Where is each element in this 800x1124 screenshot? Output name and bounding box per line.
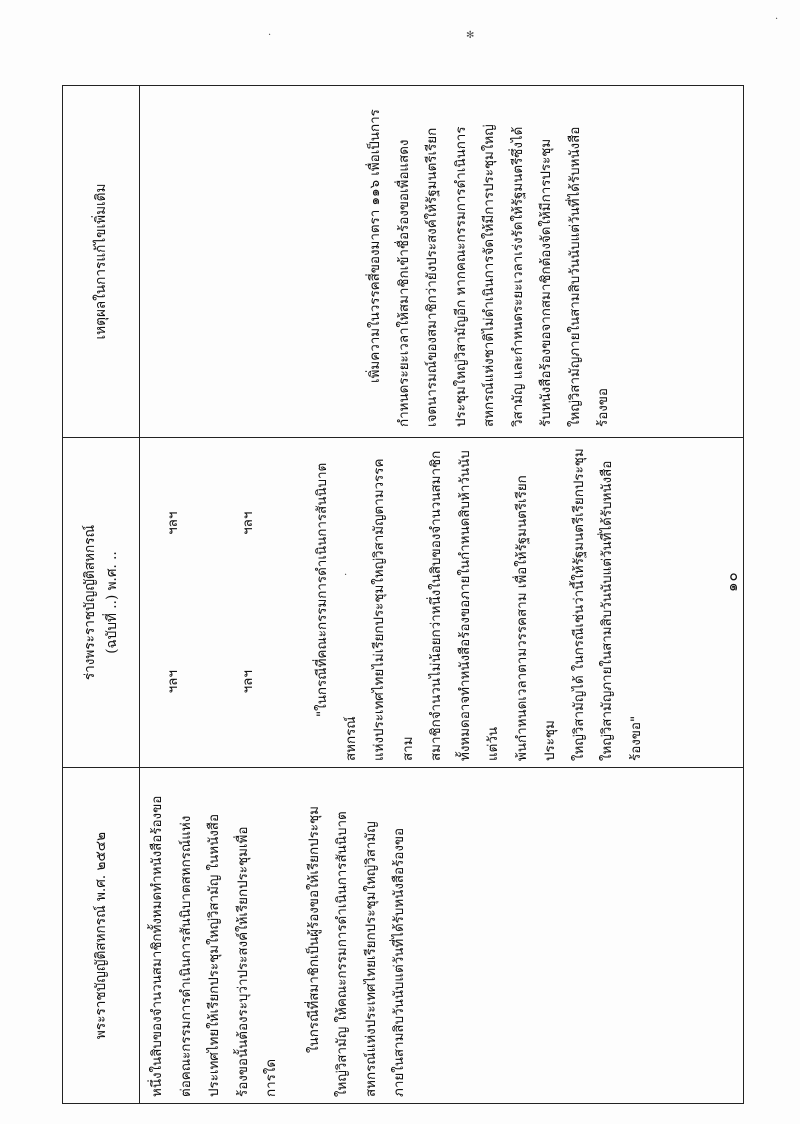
header-current-act	[63, 768, 140, 1104]
scan-speck: ·	[268, 30, 272, 41]
text-line: สหกรณ์แห่งประเทศไทยเรียกประชุมใหญ่วิสามัญ	[363, 821, 379, 1097]
text-line: ใหญ่วิสามัญภายในสามสิบวันนับแต่วันที่ได้รับหนังสือ	[600, 460, 615, 761]
table-body-row	[140, 86, 744, 1104]
text-line: การใด	[264, 1058, 279, 1097]
comparison-table	[62, 85, 744, 1104]
text-line: ทั้งหมดอาจทำหนังสือร้องขอภายในกำหนดสิบห้าวันนับแต่วัน	[457, 450, 501, 761]
header-reason-text: เหตุผลในการแก้ไขเพิ่มเติม	[93, 183, 109, 340]
text-line: ภายในสามสิบวันนับแต่วันที่ได้รับหนังสือร้องขอ	[392, 827, 407, 1097]
text-line: เจตนารมณ์ของสมาชิกว่ายังประสงค์ให้รัฐมนตรีเรียก	[425, 127, 440, 427]
current-act-para1	[144, 774, 287, 1097]
current-act-para2	[301, 774, 415, 1097]
omission-marker: ฯลฯ	[240, 670, 256, 694]
text-line: ใหญ่วิสามัญ ให้คณะกรรมการดำเนินการสันนิบาต	[335, 811, 350, 1097]
text-line: ในกรณีที่สมาชิกเป็นผู้ร้องขอให้เรียกประชุม	[306, 806, 322, 1053]
omission-markers	[235, 444, 264, 761]
text-line: กำหนดระยะเวลาให้สมาชิกเข้าชื่อร้องขอเพื่อแสดง	[396, 139, 412, 427]
text-line: ประชุมใหญ่วิสามัญอีก หากคณะกรรมการดำเนินการ	[453, 126, 469, 427]
text-line: ใหญ่วิสามัญภายในสามสิบวันนับแต่วันที่ได้รับหนังสือ	[567, 126, 583, 427]
text-line: ร้องขอ"	[628, 715, 644, 761]
header-draft-act-line1: ร่างพระราชบัญญัติสหกรณ์	[82, 524, 98, 681]
header-reason	[63, 86, 140, 438]
text-line: แห่งประเทศไทยไม่เรียกประชุมใหญ่วิสามัญตามวรรคสาม	[372, 458, 416, 761]
text-line: "ในกรณีที่คณะกรรมการดำเนินการสันนิบาตสหกรณ์	[315, 462, 359, 761]
page-number: ๑๐	[723, 571, 741, 592]
reason-text	[362, 92, 619, 431]
draft-quote	[309, 444, 651, 761]
omission-marker: ฯลฯ	[166, 511, 181, 535]
text-line: เพิ่มความในวรรคสี่ของมาตรา ๑๑๖ เพื่อเป็นการ	[368, 109, 383, 383]
text-line: พ้นกำหนดเวลาตามวรรคสาม เพื่อให้รัฐมนตรีเรียกประชุม	[514, 475, 558, 761]
text-line: สมาชิกจำนวนไม่น้อยกว่าหนึ่งในสิบของจำนวนสมาชิก	[429, 450, 444, 761]
text-line: สหกรณ์แห่งชาติไม่ดำเนินการจัดให้มีการประชุมใหญ่	[482, 124, 497, 427]
text-line: ร้องขอนั้นต้องระบุว่าประสงค์ให้เรียกประชุมเพื่อ	[235, 826, 251, 1097]
scan-speck: ·	[775, 14, 779, 25]
omission-marker: ฯลฯ	[166, 670, 181, 694]
cell-reason	[140, 86, 744, 438]
scan-speck: ✻	[466, 30, 475, 41]
table-header-row	[63, 86, 140, 1104]
omission-markers	[160, 444, 189, 761]
text-line: หนึ่งในสิบของจำนวนสมาชิกทั้งหมดทำหนังสือร้องขอ	[150, 795, 165, 1097]
header-draft-act-line2: (ฉบับที่ ..) พ.ศ. ..	[104, 551, 120, 654]
header-draft-act	[63, 438, 140, 768]
text-line: รับหนังสือร้องขอจากสมาชิกต้องจัดให้มีการประชุม	[539, 138, 554, 427]
cell-draft-act	[140, 438, 744, 768]
text-line: ร้องขอ	[596, 388, 611, 427]
text-line: ต่อคณะกรรมการดำเนินการสันนิบาตสหกรณ์แห่ง	[178, 815, 194, 1097]
scan-speck: ·	[344, 570, 348, 581]
header-current-act-text: พระราชบัญญัติสหกรณ์ พ.ศ. ๒๕๔๒	[93, 831, 109, 1040]
omission-marker: ฯลฯ	[240, 511, 256, 535]
cell-current-act	[140, 768, 744, 1104]
text-line: ใหญ่วิสามัญได้ ในกรณีเช่นว่านี้ให้รัฐมนตรีเรียกประชุม	[571, 448, 587, 761]
text-line: วิสามัญ และกำหนดระยะเวลาเร่งรัดให้รัฐมนตรีซึ่งได้	[510, 126, 526, 427]
text-line: ประเทศไทยให้เรียกประชุมใหญ่วิสามัญ ในหนังสือ	[207, 814, 222, 1097]
